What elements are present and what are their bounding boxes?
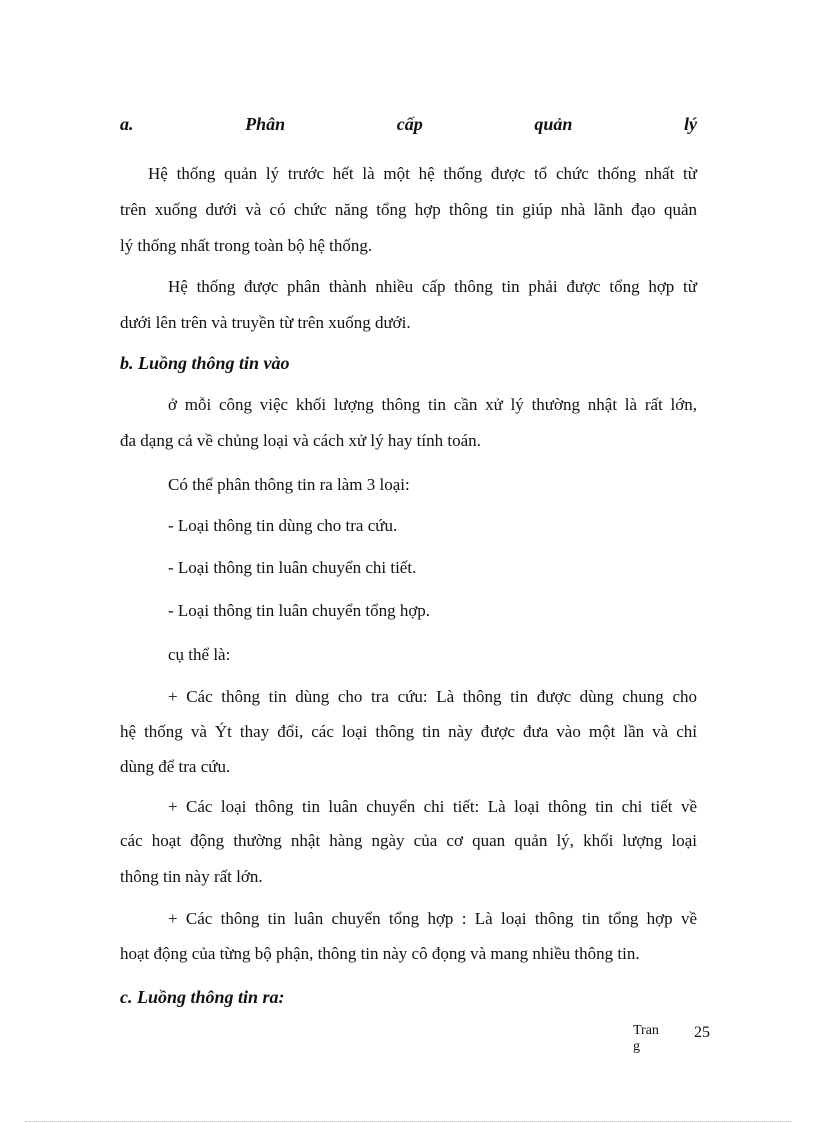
- section-a-label: a.: [120, 114, 134, 134]
- paragraph-line: + Các loại thông tin luân chuyển chi tiết: Là loại thông tin chi tiết về: [168, 797, 697, 816]
- section-a-word: cấp: [396, 114, 423, 134]
- section-a-word: quản: [534, 114, 573, 134]
- list-item: - Loại thông tin luân chuyển tổng hợp.: [168, 601, 431, 620]
- paragraph-line: trên xuống dưới và có chức năng tổng hợp thông tin giúp nhà lãnh đạo quản: [120, 200, 697, 219]
- paragraph-line: đa dạng cả về chủng loại và cách xử lý hay tính toán.: [120, 431, 481, 450]
- paragraph-line: hệ thống và Ýt thay đổi, các loại thông tin này được đưa vào một lần và chỉ: [120, 722, 697, 741]
- paragraph-line: lý thống nhất trong toàn bộ hệ thống.: [120, 236, 373, 255]
- section-a-heading: [120, 113, 697, 135]
- paragraph-line: dưới lên trên và truyền từ trên xuống dưới.: [120, 313, 411, 332]
- paragraph-line: hoạt động của từng bộ phận, thông tin này cô đọng và mang nhiều thông tin.: [120, 944, 640, 963]
- paragraph-line: ở mỗi công việc khối lượng thông tin cần xử lý thường nhật là rất lớn,: [168, 395, 697, 414]
- section-a-word: lý: [684, 114, 697, 134]
- paragraph-line: Hệ thống được phân thành nhiều cấp thông tin phải được tổng hợp từ: [168, 277, 697, 296]
- section-a-word: Phân: [245, 114, 286, 134]
- section-b-heading: b. Luồng thông tin vào: [120, 353, 290, 373]
- paragraph-line: các hoạt động thường nhật hàng ngày của cơ quan quản lý, khối lượng loại: [120, 831, 697, 850]
- intro-text: Có thể phân thông tin ra làm 3 loại:: [168, 475, 410, 494]
- section-c-heading: c. Luồng thông tin ra:: [120, 987, 285, 1007]
- page-bottom-rule: [25, 1121, 791, 1122]
- paragraph-line: dùng để tra cứu.: [120, 757, 231, 776]
- list-item: - Loại thông tin dùng cho tra cứu.: [168, 516, 398, 535]
- footer-page-number: 25: [694, 1024, 710, 1041]
- footer-page-word: Trang: [633, 1023, 659, 1054]
- list-item: - Loại thông tin luân chuyển chi tiết.: [168, 558, 417, 577]
- paragraph-line: Hệ thống quản lý trước hết là một hệ thống được tổ chức thống nhất từ: [148, 164, 697, 183]
- paragraph-line: + Các thông tin dùng cho tra cứu: Là thông tin được dùng chung cho: [168, 687, 697, 706]
- paragraph-line: + Các thông tin luân chuyển tổng hợp : Là loại thông tin tổng hợp về: [168, 909, 697, 928]
- specifics-label: cụ thể là:: [168, 645, 231, 664]
- paragraph-line: thông tin này rất lớn.: [120, 867, 263, 886]
